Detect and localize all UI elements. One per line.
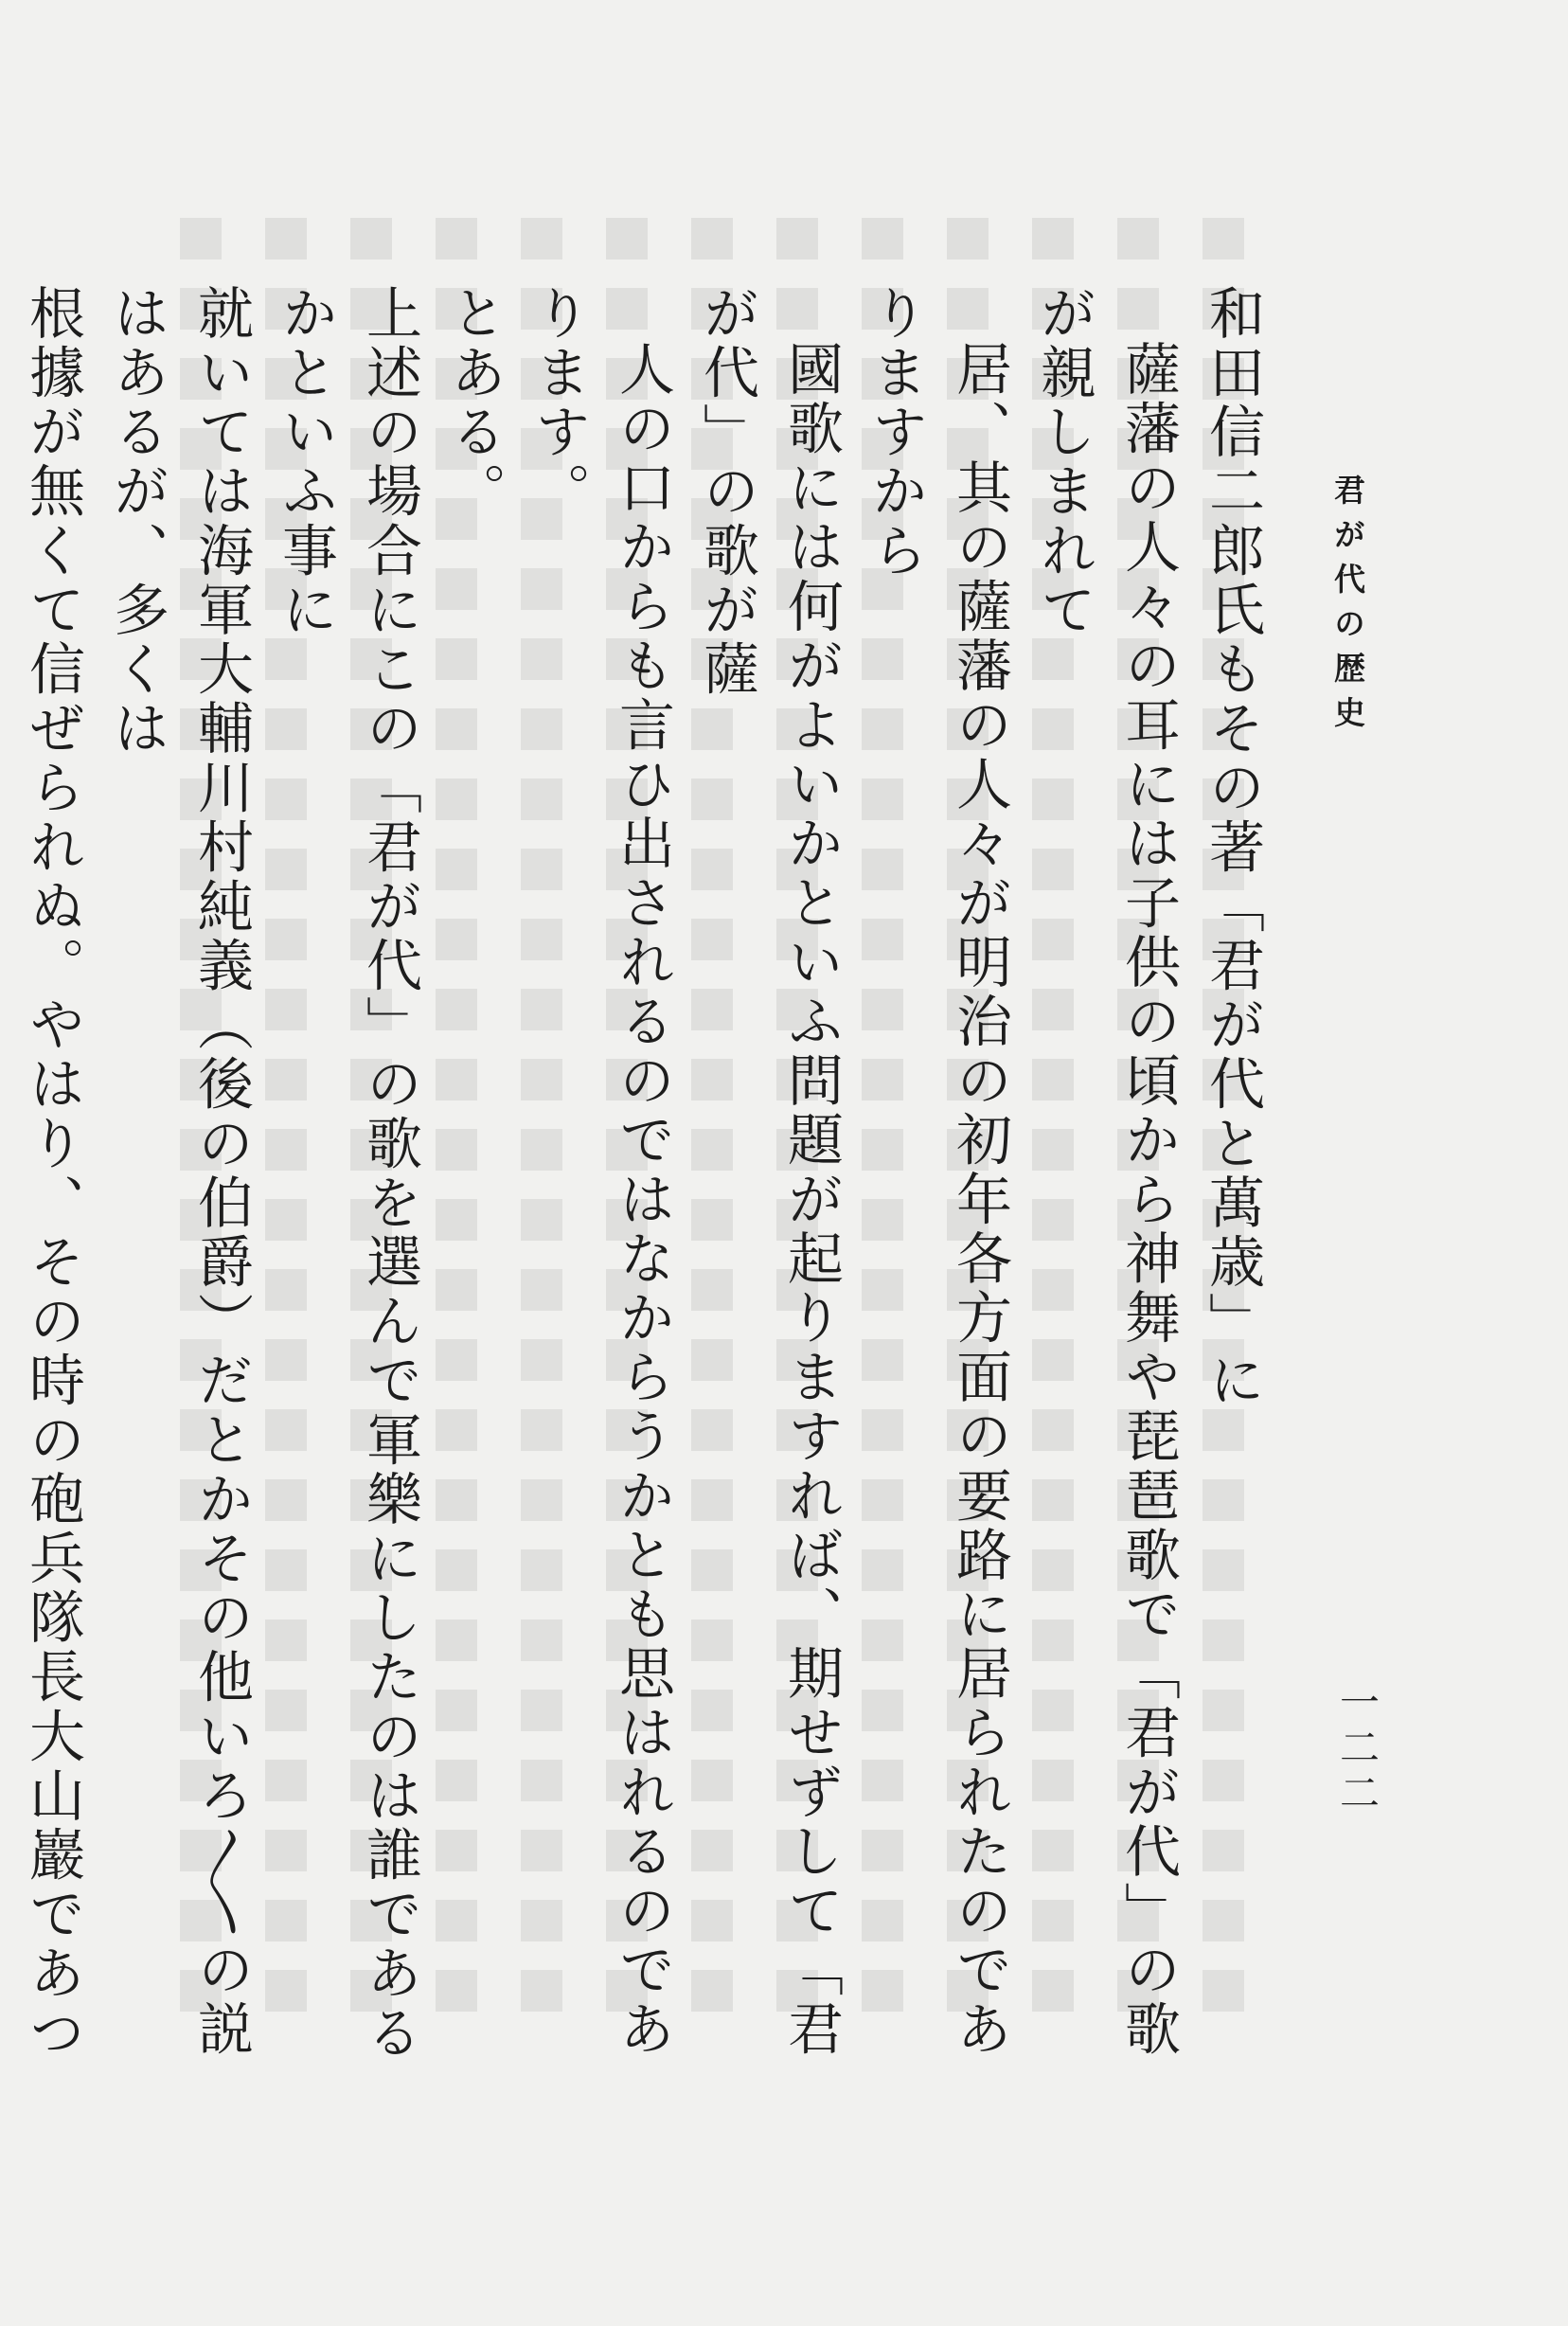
text-line: 就いては海軍大輔川村純義（後の伯爵）だとかその他いろ〳〵の説はあるが、多くは	[104, 284, 254, 2060]
text-line: 人の口からも言ひ出されるのではなからうかとも思はれるのであります。	[526, 284, 675, 2060]
text-line: 和田信二郎氏もその著「君が代と萬歳」に	[1200, 284, 1265, 1411]
text-line: 根據が無くて信ぜられぬ。やはり、その時の砲兵隊長大山巖であつ	[20, 284, 85, 2063]
text-line: 居、其の薩藩の人々が明治の初年各方面の要路に居られたのでありますから	[863, 284, 1012, 2060]
running-head: 君が代の歴史	[1329, 474, 1366, 741]
text-line: 國歌には何がよいかといふ問題が起りますれば、期せずして「君が代」の歌が薩	[694, 284, 844, 2060]
text-line: とある。	[441, 284, 507, 522]
text-line: 薩藩の人々の耳には子供の頃から神舞や琵琶歌で「君が代」の歌が親しまれて	[1031, 284, 1181, 2060]
body-text	[0, 284, 1274, 2084]
page-number: 一二二	[1334, 1681, 1381, 1817]
text-line: 上述の場合にこの「君が代」の歌を選んで軍樂にしたのは誰であるかといふ事に	[273, 284, 422, 2063]
